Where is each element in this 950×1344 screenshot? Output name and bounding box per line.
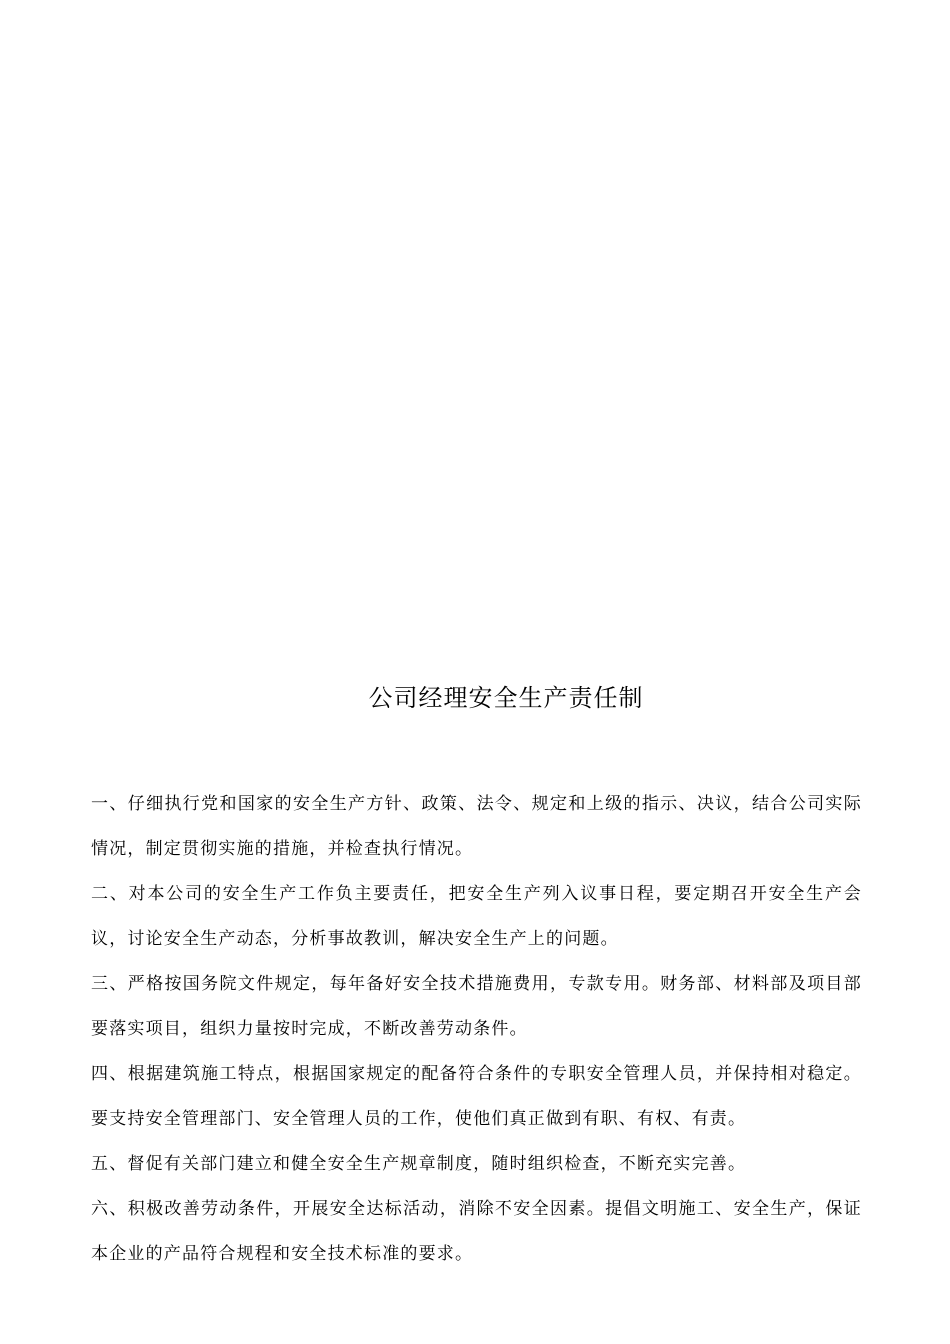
paragraph-1: 一、仔细执行党和国家的安全生产方针、政策、法令、规定和上级的指示、决议，结合公司实际情况，制定贯彻实施的措施，并检查执行情况。	[91, 794, 862, 859]
document-title: 公司经理安全生产责任制	[368, 684, 644, 712]
paragraph-4: 四、根据建筑施工特点，根据国家规定的配备符合条件的专职安全管理人员，并保持相对稳定。要支持安全管理部门、安全管理人员的工作，使他们真正做到有职、有权、有责。	[91, 1064, 862, 1129]
paragraph-2: 二、对本公司的安全生产工作负主要责任，把安全生产列入议事日程，要定期召开安全生产会议，讨论安全生产动态，分析事故教训，解决安全生产上的问题。	[91, 884, 862, 949]
paragraph-6: 六、积极改善劳动条件，开展安全达标活动，消除不安全因素。提倡文明施工、安全生产，保证本企业的产品符合规程和安全技术标准的要求。	[91, 1199, 862, 1264]
paragraph-5: 五、督促有关部门建立和健全安全生产规章制度，随时组织检查，不断充实完善。	[91, 1154, 747, 1174]
paragraph-3: 三、严格按国务院文件规定，每年备好安全技术措施费用，专款专用。财务部、材料部及项目部要落实项目，组织力量按时完成，不断改善劳动条件。	[91, 974, 862, 1039]
document-body	[91, 782, 862, 1277]
